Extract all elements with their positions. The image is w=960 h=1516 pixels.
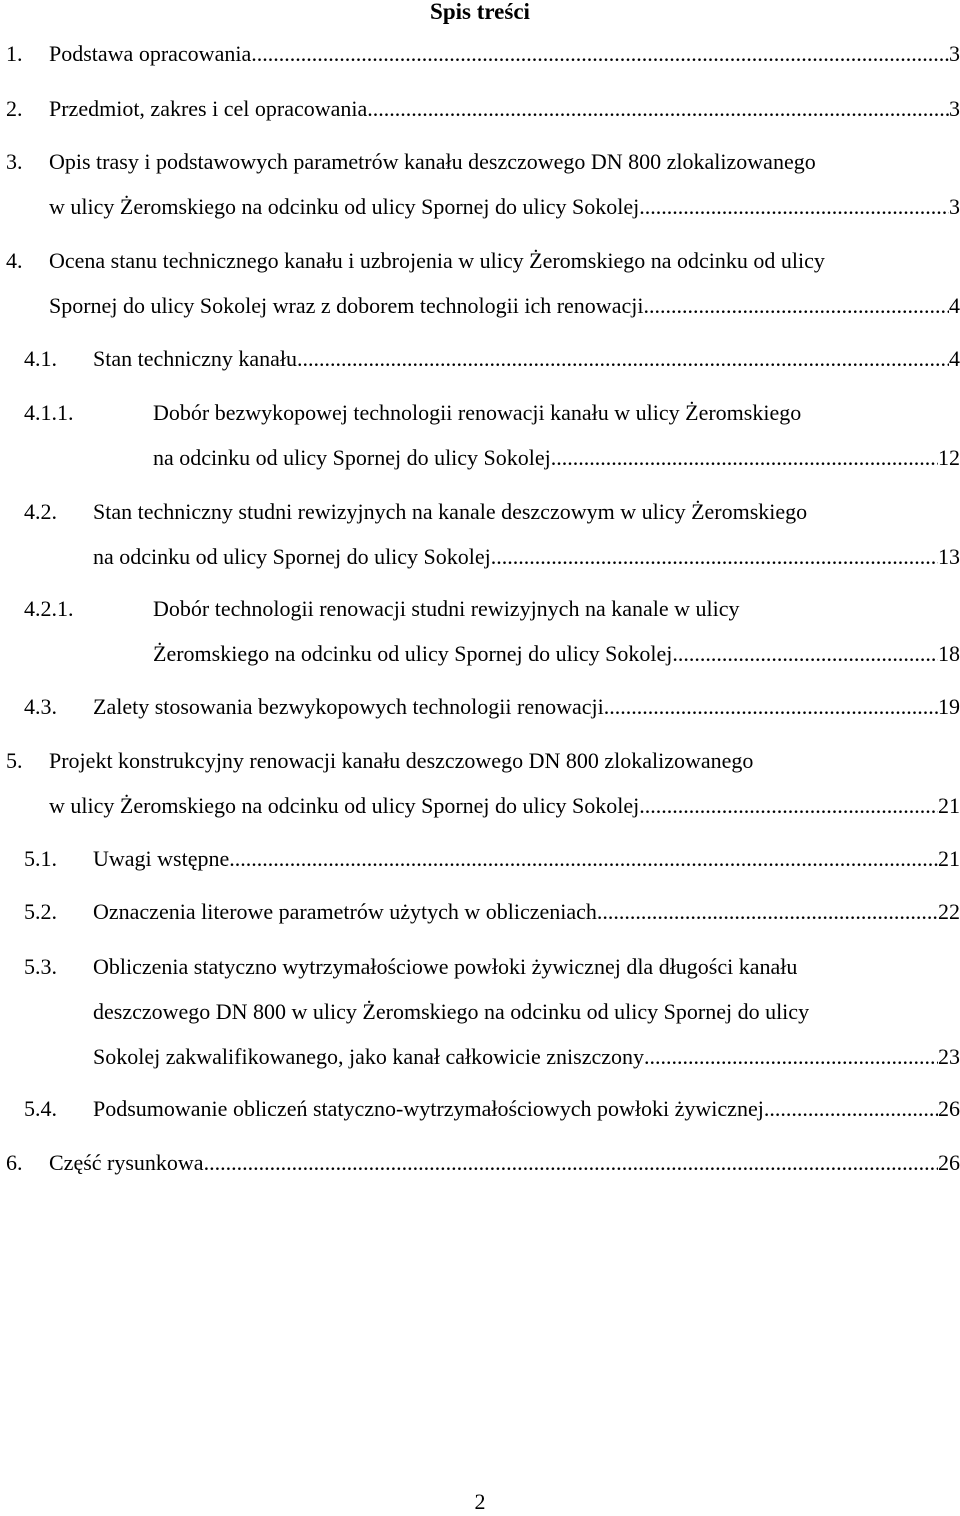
- toc-entry-title: w ulicy Żeromskiego na odcinku od ulicy Spornej do ulicy Sokolej: [49, 194, 640, 219]
- dot-leader: [551, 435, 938, 480]
- toc-title: Spis treści: [430, 0, 530, 24]
- toc-entry-title: Oznaczenia literowe parametrów użytych w obliczeniach: [93, 899, 597, 924]
- toc-entry-page: 22: [938, 899, 960, 924]
- toc-entry-body: [49, 139, 960, 229]
- toc-entry-leader-line: [93, 889, 960, 934]
- toc-entry-title: Uwagi wstępne: [93, 846, 230, 871]
- toc-entry-page: 21: [938, 846, 960, 871]
- toc-entry-title: Podstawa opracowania: [49, 41, 252, 66]
- toc-entry-page: 23: [938, 1044, 960, 1069]
- toc-entry-body: [93, 889, 960, 934]
- toc-entry-title-line: Opis trasy i podstawowych parametrów kanału deszczowego DN 800 zlokalizowanego: [49, 149, 816, 174]
- toc-entry-page: 21: [938, 793, 960, 818]
- toc-entry-number: 3.: [6, 149, 23, 174]
- toc-entry-title: Stan techniczny kanału: [93, 346, 298, 371]
- toc-entry-title-line: Projekt konstrukcyjny renowacji kanału deszczowego DN 800 zlokalizowanego: [49, 748, 754, 773]
- toc-entry-title: Część rysunkowa: [49, 1150, 204, 1175]
- toc-entry-body: [49, 1140, 960, 1185]
- dot-leader: [204, 1140, 938, 1185]
- toc-entry-page: 26: [938, 1096, 960, 1121]
- toc-entry-leader-line: [153, 631, 960, 676]
- toc-entry-title: Podsumowanie obliczeń statyczno-wytrzymałościowych powłoki żywicznej: [93, 1096, 764, 1121]
- dot-leader: [229, 836, 938, 881]
- toc-entry-title: na odcinku od ulicy Spornej do ulicy Sokolej: [153, 445, 551, 470]
- toc-entry-number: 4.1.1.: [24, 400, 74, 425]
- toc-entry-number: 5.2.: [24, 899, 57, 924]
- dot-leader: [604, 684, 938, 729]
- toc-entry-body: [93, 336, 960, 381]
- toc-entry-page: 26: [938, 1150, 960, 1175]
- toc-entry-title-line: Ocena stanu technicznego kanału i uzbrojenia w ulicy Żeromskiego na odcinku od ulicy: [49, 248, 825, 273]
- toc-entry-page: 13: [938, 544, 960, 569]
- toc-entry-page: 12: [938, 445, 960, 470]
- toc-entry-body: [93, 684, 960, 729]
- toc-entry-leader-line: [49, 783, 960, 828]
- toc-entry-number: 4.3.: [24, 694, 57, 719]
- toc-entry-title: Zalety stosowania bezwykopowych technologii renowacji: [93, 694, 604, 719]
- toc-entry-leader-line: [93, 1086, 960, 1131]
- dot-leader: [643, 283, 949, 328]
- toc-entry-body: [93, 836, 960, 881]
- toc-entry-title: Spornej do ulicy Sokolej wraz z doborem technologii ich renowacji: [49, 293, 644, 318]
- toc-entry-leader-line: [93, 534, 960, 579]
- toc-entry-body: [49, 738, 960, 828]
- toc-entry-number: 6.: [6, 1150, 23, 1175]
- toc-entry-title: Żeromskiego na odcinku od ulicy Spornej do ulicy Sokolej: [153, 641, 673, 666]
- toc-entry-leader-line: [49, 86, 960, 131]
- toc-entry-number: 2.: [6, 96, 23, 121]
- toc-entry-body: [49, 31, 960, 76]
- toc-entry-body: [93, 1086, 960, 1131]
- dot-leader: [644, 1034, 938, 1079]
- dot-leader: [639, 783, 938, 828]
- toc-entry-leader-line: [93, 1034, 960, 1079]
- toc-entry-number: 4.: [6, 248, 23, 273]
- toc-entry-leader-line: [93, 684, 960, 729]
- toc-entry-number: 1.: [6, 41, 23, 66]
- toc-entry-number: 4.2.1.: [24, 596, 74, 621]
- toc-entry-number: 5.4.: [24, 1096, 57, 1121]
- toc-entry-body: [93, 489, 960, 579]
- dot-leader: [297, 336, 949, 381]
- dot-leader: [639, 184, 949, 229]
- toc-entry-title: Sokolej zakwalifikowanego, jako kanał całkowicie zniszczony: [93, 1044, 645, 1069]
- dot-leader: [491, 534, 938, 579]
- toc-entry-page: 19: [938, 694, 960, 719]
- toc-entry-leader-line: [153, 435, 960, 480]
- toc-entry-page: 3: [949, 41, 960, 66]
- dot-leader: [251, 31, 949, 76]
- toc-entry-title-line: Dobór technologii renowacji studni rewizyjnych na kanale w ulicy: [153, 596, 740, 621]
- toc-entry-body: [49, 238, 960, 328]
- toc-entry-page: 4: [949, 346, 960, 371]
- toc-entry-page: 4: [949, 293, 960, 318]
- toc-entry-number: 4.1.: [24, 346, 57, 371]
- dot-leader: [764, 1086, 938, 1131]
- dot-leader: [367, 86, 949, 131]
- toc-entry-leader-line: [93, 836, 960, 881]
- toc-entry-body: [49, 86, 960, 131]
- toc-entry-leader-line: [93, 336, 960, 381]
- toc-entry-page: 3: [949, 194, 960, 219]
- toc-entry-page: 18: [938, 641, 960, 666]
- toc-entry-leader-line: [49, 1140, 960, 1185]
- toc-entry-leader-line: [49, 283, 960, 328]
- toc-entry-title-line: Obliczenia statyczno wytrzymałościowe powłoki żywicznej dla długości kanału: [93, 954, 798, 979]
- toc-entry-page: 3: [949, 96, 960, 121]
- toc-entry-title: w ulicy Żeromskiego na odcinku od ulicy Spornej do ulicy Sokolej: [49, 793, 640, 818]
- toc-entry-number: 5.1.: [24, 846, 57, 871]
- toc-entry-body: [153, 390, 960, 480]
- toc-entry-number: 5.3.: [24, 954, 57, 979]
- toc-entry-body: [153, 586, 960, 676]
- dot-leader: [597, 889, 938, 934]
- toc-entry-leader-line: [49, 31, 960, 76]
- toc-entry-title: na odcinku od ulicy Spornej do ulicy Sokolej: [93, 544, 491, 569]
- toc-entry-title-line: deszczowego DN 800 w ulicy Żeromskiego na odcinku od ulicy Spornej do ulicy: [93, 999, 810, 1024]
- toc-entry-title-line: Stan techniczny studni rewizyjnych na kanale deszczowym w ulicy Żeromskiego: [93, 499, 808, 524]
- toc-entry-number: 5.: [6, 748, 23, 773]
- toc-entry-body: [93, 944, 960, 1079]
- toc-entry-title: Przedmiot, zakres i cel opracowania: [49, 96, 368, 121]
- toc-entry-leader-line: [49, 184, 960, 229]
- dot-leader: [672, 631, 938, 676]
- toc-entry-number: 4.2.: [24, 499, 57, 524]
- toc-entry-title-line: Dobór bezwykopowej technologii renowacji kanału w ulicy Żeromskiego: [153, 400, 802, 425]
- page-number: 2: [474, 1489, 486, 1514]
